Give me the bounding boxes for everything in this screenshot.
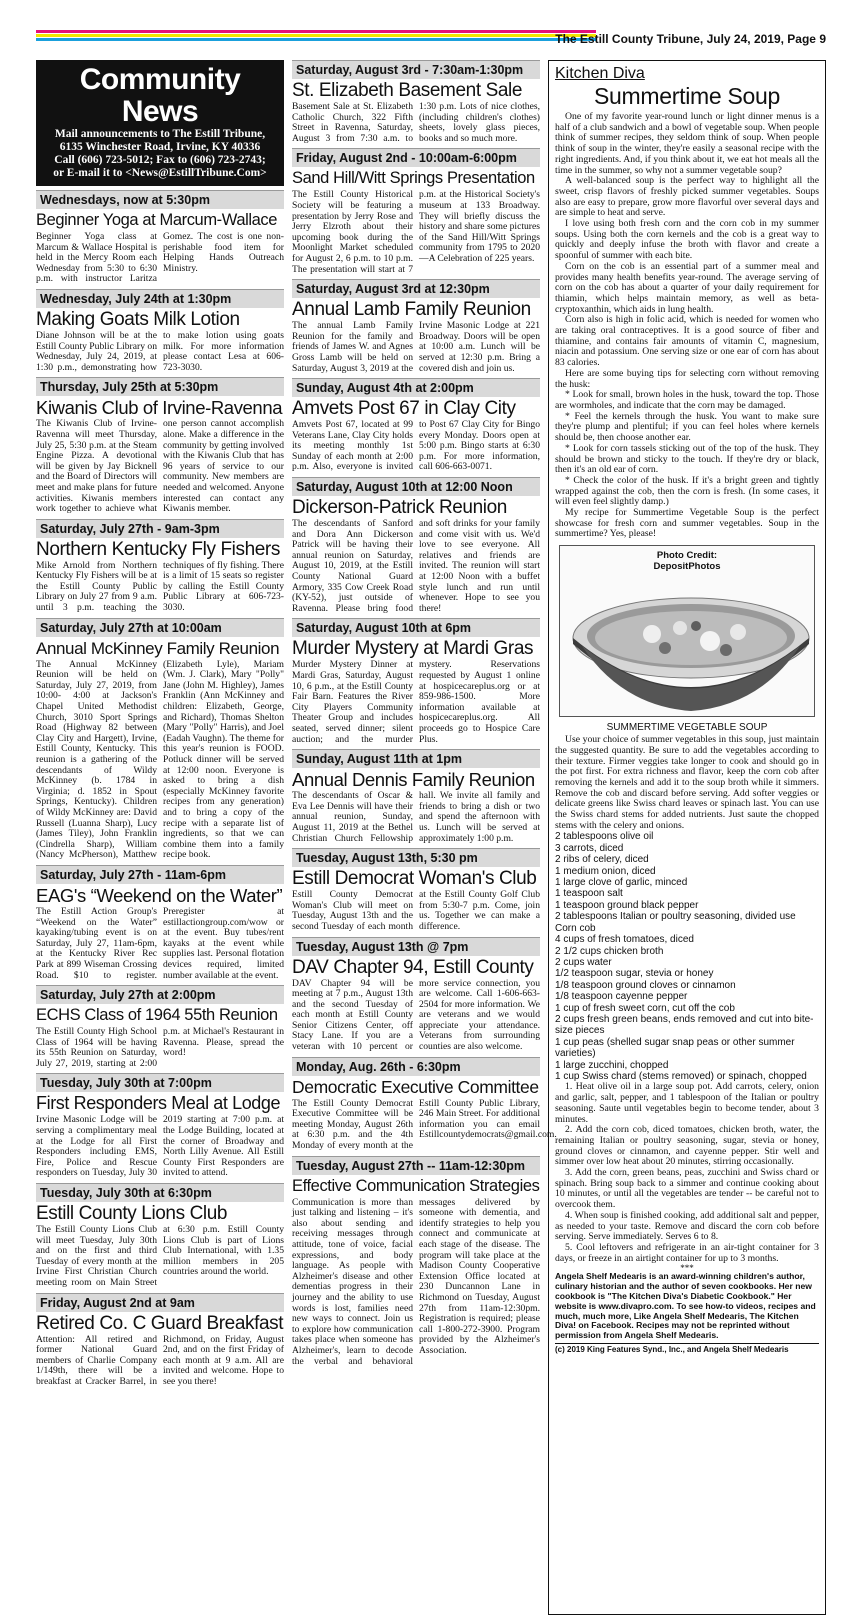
event-title: Effective Communication Strategies [292, 1176, 540, 1195]
event-listing [36, 618, 284, 861]
event-date: Saturday, August 3rd - 7:30am-1:30pm [292, 60, 540, 79]
event-listing [292, 378, 540, 473]
event-body: The Estill County Lions Club will meet Tuesday, July 30th and on the first and third Tuesday of every month at the Irvine First Christian Church meeting room on Main Street at 6:30 p.m. Estill County Lions Club is part of Lions Club International, with 1.35 million members in 205 countries around the world. [36, 1224, 284, 1288]
event-listing [36, 519, 284, 614]
event-date: Friday, August 2nd - 10:00am-6:00pm [292, 148, 540, 167]
event-title: ECHS Class of 1964 55th Reunion [36, 1006, 278, 1025]
event-body: Attention: All retired and former National Guard members of Charlie Company 1/149th, there will be a breakfast at Cracker Barrel, in Richmond, on Friday, August 2nd, and on the first Friday of each month at 9 a.m. All are invited and welcome. Hope to see you there! [36, 1333, 284, 1387]
event-listing [292, 749, 540, 844]
event-date: Monday, Aug. 26th - 6:30pm [292, 1057, 540, 1076]
article-paragraph: * Look for corn tassels sticking out of the top of the husk. They should be brown and sticky to the touch. If they're dry or black, then it's an old ear of corn. [555, 442, 819, 476]
article-paragraph: Here are some buying tips for selecting corn without removing the husk: [555, 367, 819, 390]
event-date: Saturday, August 10th at 12:00 Noon [292, 477, 540, 496]
recipe-step: 5. Cool leftovers and refrigerate in an air-tight container for 3 days, or freeze in an airtight container for up to 3 months. [555, 1241, 819, 1264]
event-listing [36, 377, 284, 514]
event-title: Kiwanis Club of Irvine-Ravenna [36, 397, 283, 419]
event-date: Tuesday, August 27th -- 11am-12:30pm [292, 1156, 540, 1175]
ingredient-item: 3 carrots, diced [555, 842, 624, 854]
column-left [36, 60, 284, 1615]
event-title: First Responders Meal at Lodge [36, 1093, 281, 1114]
event-title: Amvets Post 67 in Clay City [292, 398, 516, 420]
event-title: Murder Mystery at Mardi Gras [292, 638, 534, 660]
event-listing [292, 848, 540, 932]
event-title: Dickerson-Patrick Reunion [292, 497, 507, 519]
event-date: Sunday, August 11th at 1pm [292, 749, 540, 768]
event-title: St. Elizabeth Basement Sale [292, 80, 523, 101]
event-body: DAV Chapter 94 will be meeting at 7 p.m., August 13th and the second Tuesday of each month at Estill County Senior Citizens Center, off Stacy Lane. If you are a veteran with 10 percent or more service connection, you are welcome. Call 1-606-663-2504 for more information. We are veterans and we would appreciate your attendance. Veterans from surrounding counties are also welcome. [292, 977, 540, 1053]
ingredient-item: 1 cup peas (shelled sugar snap peas or other summer varieties) [555, 1036, 795, 1060]
ingredient-item: 1/8 teaspoon ground cloves or cinnamon [555, 979, 736, 991]
masthead-line: Mail announcements to The Estill Tribune, [54, 128, 266, 140]
event-date: Saturday, July 27th - 9am-3pm [36, 519, 284, 538]
event-title: EAG's “Weekend on the Water” [36, 884, 283, 906]
event-listing [292, 618, 540, 745]
article-paragraph: * Feel the kernels through the husk. You want to make sure they're plump and plentiful; if you can feel holes where kernels should be, then choose another ear. [555, 410, 819, 444]
event-body: Amvets Post 67, located at 99 Veterans Lane, Clay City holds its meeting monthly 1st Sunday of each month at 2:00 p.m. Also, everyone is invited to Post 67 Clay City for Bingo every Monday. Doors open at 5:00 p.m. Bingo starts at 6:30 p.m. For more information, call 606-663-0071. [292, 419, 540, 473]
page-folio: The Estill County Tribune, July 24, 2019, Page 9 [555, 32, 826, 46]
event-listing [36, 289, 284, 373]
article-paragraph: Corn also is high in folic acid, which is needed for women who are taking oral contraceptives. It is a good source of fiber and thiamine, and contains fair amounts of vitamin C, magnesium, niacin and potassium. One serving size or one ear of corn has about 83 calories. [555, 314, 819, 369]
event-date: Wednesday, July 24th at 1:30pm [36, 289, 284, 308]
ingredient-item: 4 cups of fresh tomatoes, diced [555, 934, 694, 946]
event-date: Saturday, August 3rd at 12:30pm [292, 279, 540, 298]
event-title: Retired Co. C Guard Breakfast [36, 1312, 284, 1334]
event-date: Tuesday, August 13th @ 7pm [292, 937, 540, 956]
event-body: Communication is more than just talking and listening – it's also about sending and receiving messages through attitude, tone of voice, facial expressions, and body language. As people with Alzheimer's disease and other dementias progress in their journey and the ability to use words is lost, families need new ways to connect. Join us to explore how communication takes place when someone has Alzheimer's, learn to decode the verbal and behavioral messages delivered by someone with dementia, and identify strategies to help you connect and communicate at each stage of the disease. The program will take place at the Madison County Cooperative Extension Office located at 230 Duncannon Lane in Richmond on Tuesday, August 27th from 11am-12:30pm. Registration is required; please call 1-800-272-3900. Program provided by the Alzheimer's Association. [292, 1196, 540, 1367]
cyan-stripe [36, 38, 596, 41]
event-date: Saturday, July 27th at 2:00pm [36, 985, 284, 1004]
event-listing [292, 148, 540, 275]
event-title: Democratic Executive Committee [292, 1076, 539, 1097]
ingredient-item: 1 large clove of garlic, minced [555, 877, 688, 889]
event-body: The descendants of Sanford and Dora Ann Dickerson Patrick will be having their annual reunion on Saturday, August 10, 2019, at the Estill County National Guard Armory, 335 Cow Creek Road (KY-52), just outside of Ravenna. Please bring food and soft drinks for your family and come visit with us. We'd love to see everyone. All relatives and friends are invited. The reunion will start at 12:00 Noon with a buffet style lunch and run until whenever. Hope to see you there! [292, 518, 540, 614]
ingredient-item: 2 tablespoons Italian or poultry seasoning, divided use [555, 911, 796, 923]
soup-photo [559, 545, 815, 717]
article-paragraph: Corn on the cob is an essential part of a summer meal and provides many health benefits year-round. The average serving of corn on the cob has about a quarter of your daily requirement for thiamin, which helps maintain memory, as well as beta-cryptoxanthin, which aids in lung health. [555, 260, 819, 315]
event-body: Basement Sale at St. Elizabeth Catholic Church, 322 Fifth Street in Ravenna, Saturday, August 3 from 7:30 a.m. to 1:30 p.m. Lots of nice clothes,(including children's clothes) sheets, lovely glass pieces, books and so much more. [292, 101, 540, 144]
masthead-title: Community News [79, 63, 241, 128]
event-body: The descendants of Oscar & Eva Lee Dennis will have their annual reunion, Sunday, August 11, 2019 at the Bethel Christian Church Fellowship hall. We invite all family and friends to bring a dish or two and spend the afternoon with us. Lunch will be served at approximately 1:00 p.m. [292, 790, 540, 844]
event-body: The Kiwanis Club of Irvine-Ravenna will meet Thursday, July 25, 5:30 p.m. at the Steam Engine Pizza. A devotional will be given by Jay Bicknell and the Board of Directors will meet and make plans for future activities. Kiwanis members work together to achieve what one person cannot accomplish alone. Make a difference in the community by getting involved with the Kiwanis Club that has 96 years of service to our community. New members are needed and welcomed. Anyone interested can contact any Kiwanis member. [36, 418, 284, 515]
recipe-intro: Use your choice of summer vegetables in this soup, just maintain the suggested quantity. Be sure to add the vegetables according to their texture. Firmer veggies take longer to cook and should go in the pot first. For extra richness and flavor, keep the corn cob after removing the kernels and add it to the soup broth while it simmers. Remove the cob and discard before serving. Add softer veggies or delicate greens like Swiss chard leaves or spinach last. You can use the Swiss chard stems for added nutrients. Just saute the chopped stems with the celery and onions. [555, 734, 819, 831]
article-paragraph: A well-balanced soup is the perfect way to highlight all the sweet, crisp flavors of freshly picked summer vegetables. Soups also are easy to prepare, grow more flavorful over several days and are simple to heat and serve. [555, 175, 819, 219]
event-date: Tuesday, July 30th at 7:00pm [36, 1073, 284, 1092]
event-title: Sand Hill/Witt Springs Presentation [292, 169, 535, 188]
article-paragraph: My recipe for Summertime Vegetable Soup is the perfect showcase for fresh corn and summer vegetables. Soup in the summertime? Yes, please! [555, 507, 819, 540]
event-body: The Estill County Democrat Executive Committee will be meeting Monday, August 26th at 6:30 p.m. and the 4th Monday of every month at the Estill County Public Library, 246 Main Street. For additional information you can email Estillcountydemocrats@gmail.com. [292, 1097, 557, 1152]
event-body: The Estill County Historical Society will be featuring a presentation by Jerry Rose and Jerry Elzroth about their upcoming book during the Moonlight Market scheduled for August 2, 6 p.m. to 10 p.m. The presentation will start at 7 p.m. at the Historical Society's museum at 133 Broadway. They will briefly discuss the history and share some pictures of the Sand Hill/Witt Springs community from 1795 to 2020—A Celebration of 225 years. [292, 189, 540, 275]
ingredient-item: 1/8 teaspoon cayenne pepper [555, 991, 688, 1003]
event-date: Friday, August 2nd at 9am [36, 1293, 284, 1312]
article-paragraph: I love using both fresh corn and the corn cob in my summer soups. Using both the corn kernels and the cob is a great way to quickly and deeply infuse the broth with flavor and create a spoonful of summer with each bite. [555, 218, 819, 262]
ingredient-item: 1 cup of fresh sweet corn, cut off the cob [555, 1002, 735, 1014]
ingredient-item: 1 teaspoon salt [555, 888, 623, 900]
event-body: Mike Arnold from Northern Kentucky Fly Fishers will be at the Estill County Public Library on July 27 from 9 a.m. until 3 p.m. teaching the techniques of fly fishing. There is a limit of 15 seats so register by calling the Estill County Public Library at 606-723-3030. [36, 559, 284, 614]
event-listing [36, 190, 284, 285]
ingredient-item: 2 ribs of celery, diced [555, 854, 649, 866]
event-date: Tuesday, August 13th, 5:30 pm [292, 848, 540, 867]
yellow-stripe [36, 34, 596, 37]
ingredient-item: 1 large zucchini, chopped [555, 1059, 669, 1071]
event-body: Murder Mystery Dinner at Mardi Gras, Saturday, August 10, 6 p.m., at the Estill County Fair Barn. Features the River City Players Community Theater Group and includes seated, served dinner; silent auction; and the murder mystery. Reservations requested by August 1 online at hospicecareplus.org or at 859-986-1500. More information available at hospicecareplus.org. All proceeds go to Hospice Care Plus. [292, 659, 540, 745]
ingredient-item: 1 teaspoon ground black pepper [555, 899, 699, 911]
event-title: Annual Lamb Family Reunion [292, 299, 531, 321]
column-tag: Kitchen Diva [555, 65, 645, 82]
recipe-step: 3. Add the corn, green beans, peas, zucchini and Swiss chard or spinach. Bring soup back to a simmer and continue cooking about 10 minutes, or until all the vegetables are tender -- be careful not to overcook them. [555, 1167, 819, 1211]
event-listing [292, 1156, 540, 1368]
ingredient-item: 2 tablespoons olive oil [555, 831, 654, 843]
event-body: The Estill Action Group's “Weekend on the Water” kayaking/tubing event is on Saturday, July 27, 11am-6pm, at the Kentucky River Rec Park at 899 Wiseman Crossing Road. $10 to register. Preregister at estillactiongroup.com/wow or at the event. Buy tubes/rent kayaks at the event while supplies last. Personal flotation devices required, limited number available at the event. [36, 905, 284, 981]
separator-stars: *** [680, 1263, 694, 1274]
event-title: Estill County Lions Club [36, 1203, 228, 1225]
page-header-bar [36, 30, 826, 46]
event-listing [36, 865, 284, 981]
event-date: Tuesday, July 30th at 6:30pm [36, 1183, 284, 1202]
article-paragraph: One of my favorite year-round lunch or light dinner menus is a half of a club sandwich and a bowl of vegetable soup. When people think of summer recipes, they seldom think of soup. When people think of soup in the winter, they're easily a seasonal recipe with the right ingredients. And, if you think about it, we eat hot meals all the time in the summer, so why not a summer vegetable soup? [555, 111, 819, 176]
event-date: Sunday, August 4th at 2:00pm [292, 378, 540, 397]
ingredient-item: 2 1/2 cups chicken broth [555, 945, 664, 957]
masthead-line: 6135 Winchester Road, Irvine, KY 40336 [59, 141, 261, 153]
ingredient-item: Corn cob [555, 922, 596, 934]
article-paragraph: * Check the color of the husk. If it's a bright green and tightly wrapped against the cob, then the corn is fresh. (In some cases, it will even feel slightly damp.) [555, 474, 819, 508]
masthead-line: or E-mail it to <News@EstillTribune.Com> [53, 167, 267, 179]
event-date: Saturday, July 27th at 10:00am [36, 618, 284, 637]
event-title: Beginner Yoga at Marcum-Wallace [36, 211, 278, 229]
event-listing [292, 1057, 557, 1152]
magenta-stripe [36, 30, 596, 33]
masthead-line: Call (606) 723-5012; Fax to (606) 723-2743; [54, 154, 266, 166]
event-body: The Estill County High School Class of 1964 will be having its 55th Reunion on Saturday, July 27, 2019, starting at 2:00 p.m. at Michael's Restaurant in Ravenna. Please, spread the word! [36, 1026, 284, 1069]
author-bio: Angela Shelf Medearis is an award-winning children's author, culinary historian and the author of seven cookbooks. Her new cookbook is "The Kitchen Diva's Diabetic Cookbook." Her website is www.divapro.com. To see how-to videos, recipes and much, much more, Like Angela Shelf Medearis, The Kitchen Diva! on Facebook. Recipes may not be reprinted without permission from Angela Shelf Medearis. [555, 1271, 816, 1341]
recipe-title: SUMMERTIME VEGETABLE SOUP [606, 722, 768, 734]
copyright-line: (c) 2019 King Features Synd., Inc., and Angela Shelf Medearis [555, 1343, 819, 1354]
article-title: Summertime Soup [594, 83, 780, 109]
event-body: Irvine Masonic Lodge will be serving a complimentary meal at the Lodge for all First Responders including EMS, Fire, Police and Rescue responders on Tuesday, July 30 2019 starting at 7:00 p.m. at the Lodge Building, located at the corner of Broadway and North Lilly Avenue. All Estill County First Responders are invited to attend. [36, 1114, 284, 1179]
event-title: Northern Kentucky Fly Fishers [36, 538, 280, 560]
ingredient-item: 1 cup Swiss chard (stems removed) or spinach, chopped [555, 1070, 807, 1082]
event-date: Thursday, July 25th at 5:30pm [36, 377, 284, 396]
event-body: The Annual McKinney Reunion will be held on Saturday, July 27, 2019, from 10:00- 4:00 at Jackson's Chapel United Methodist Church, 3010 Sport Springs Road (Highway 82 between Clay City and Hargett), Irvine, Estill County, Kentucky. This reunion is a gathering of the descendants of Wildy McKinney (b. 1784 in Virginia; d. 1852 in Spout Springs, Kentucky). Children of Wildy McKinney are: David Russell (Luanna Sharp), Lucy (James Tiley), John Franklin (Cindrella Sharp), William (Nancy McPherson), Matthew (Elizabeth Lyle), Mariam (Wm. J. Clark), Mary "Polly" Jane (John M. Highley), James Franklin (Ann McKinney and children: Elizabeth, George, and Richard), Thomas Shelton (Mary "Polly" Harris), and Joel (Eadah Vaughn). The theme for this year's reunion is FOOD. Potluck dinner will be served at 12:00 noon. Everyone is asked to bring a dish (especially McKinney favorite recipes from any generation) and to bring a copy of the recipe with a separate list of ingredients, so that we can combine them into a family recipe book. [36, 658, 284, 861]
event-listing [292, 279, 540, 374]
community-news-masthead [36, 60, 284, 186]
event-listing [36, 985, 284, 1069]
event-body: Beginner Yoga class at Marcum & Wallace Hospital is held in the Mercy Room each Wednesday from 5:30 to 6:30 p.m. with instructor Laritza Gomez. The cost is one non-perishable food item for Helping Hands Outreach Ministry. [36, 231, 284, 285]
event-listing [292, 937, 540, 1053]
event-date: Saturday, August 10th at 6pm [292, 618, 540, 637]
ingredient-item: 1/2 teaspoon sugar, stevia or honey [555, 968, 714, 980]
recipe-step: 2. Add the corn cob, diced tomatoes, chicken broth, water, the remaining Italian or poultry seasoning, sugar, stevia or honey, ground cloves or cinnamon, and cayenne pepper. Stir well and simmer over low heat about 20 minutes, stirring occasionally. [555, 1124, 819, 1168]
article-paragraph: * Look for small, brown holes in the husk, toward the top. Those are wormholes, and indicate that the corn may be damaged. [555, 389, 819, 411]
event-title: Annual McKinney Family Reunion [36, 638, 280, 658]
ingredient-item: 2 cups water [555, 956, 612, 968]
event-title: Annual Dennis Family Reunion [292, 769, 535, 791]
recipe-step: 4. When soup is finished cooking, add additional salt and pepper, as needed to your taste. Remove and discard the corn cob before serving. Serve immediately. Serves 6 to 8. [555, 1209, 819, 1243]
ingredient-item: 1 medium onion, diced [555, 865, 656, 877]
event-body: Diane Johnson will be at the Estill County Public Library on Wednesday, July 24, 2019, at 1:30 p.m., demonstrating how to make lotion using goats milk. For more information please contact Lesa at 606-723-3030. [36, 329, 284, 373]
kitchen-diva-box [548, 60, 826, 1615]
event-title: Estill Democrat Woman's Club [292, 868, 537, 890]
event-listing [36, 1073, 284, 1179]
ingredient-item: 2 cups fresh green beans, ends removed and cut into bite-size pieces [555, 1013, 814, 1037]
column-middle [292, 60, 557, 1615]
event-listing [36, 1293, 284, 1388]
event-listing [292, 60, 540, 144]
event-listing [292, 477, 540, 614]
event-body: The annual Lamb Family Reunion for the family and friends of James W. and Agnes Gross Lamb will be held on Saturday, August 3, 2019 at the Irvine Masonic Lodge at 221 Broadway. Doors will be open at 10:00 a.m. Lunch will be served at 12:30 p.m. Bring a covered dish and join us. [292, 320, 540, 374]
event-title: DAV Chapter 94, Estill County [292, 956, 534, 978]
event-title: Making Goats Milk Lotion [36, 308, 240, 330]
photo-credit: Photo Credit: DepositPhotos [653, 550, 721, 573]
event-date: Saturday, July 27th - 11am-6pm [36, 865, 284, 884]
event-date: Wednesdays, now at 5:30pm [36, 190, 284, 209]
recipe-step: 1. Heat olive oil in a large soup pot. Add carrots, celery, onion and garlic, salt, pepper, and 1 tablespoon of the Italian or poultry seasoning. Saute until vegetables begin to become tender, about 3 minutes. [555, 1081, 819, 1125]
event-listing [36, 1183, 284, 1289]
event-body: Estill County Democrat Woman's Club will meet on Tuesday, August 13th and the second Tuesday of each month at the Estill County Golf Club from 5:30-7 p.m. Come, join us. Together we can make a difference. [292, 889, 540, 932]
